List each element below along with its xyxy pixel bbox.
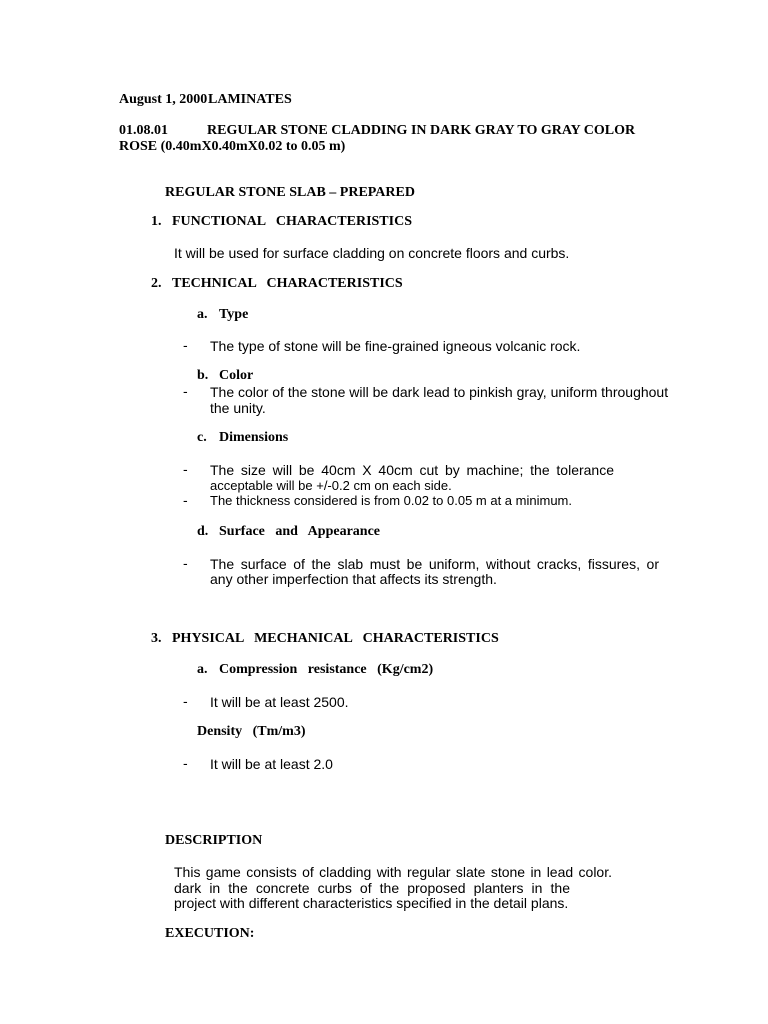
surface-letter: d.	[197, 524, 209, 539]
color-text-line1: The color of the stone will be dark lead to pinkish gray, uniform throughout	[210, 384, 669, 400]
type-heading: Type	[219, 307, 249, 322]
surface-text-line2: any other imperfection that affects its strength.	[210, 571, 497, 587]
color-text-line2: the unity.	[210, 400, 266, 416]
dimensions-text-1-line1: The size will be 40cm X 40cm cut by machine; the tolerance	[210, 462, 614, 478]
technical-number: 2.	[151, 276, 162, 291]
execution-heading: EXECUTION:	[165, 926, 255, 941]
type-text: The type of stone will be fine-grained igneous volcanic rock.	[210, 338, 581, 354]
compression-text: It will be at least 2500.	[210, 694, 349, 710]
dimensions-bullet-2: -	[183, 492, 188, 508]
section-title: LAMINATES	[208, 92, 292, 107]
compression-heading: Compression resistance (Kg/cm2)	[219, 662, 434, 677]
color-letter: b.	[197, 368, 209, 383]
physical-heading: PHYSICAL MECHANICAL CHARACTERISTICS	[172, 631, 499, 646]
technical-heading: TECHNICAL CHARACTERISTICS	[172, 276, 403, 291]
item-title-line2: ROSE (0.40mX0.40mX0.02 to 0.05 m)	[119, 139, 346, 154]
item-title-line1: REGULAR STONE CLADDING IN DARK GRAY TO GRAY COLOR	[207, 123, 636, 138]
compression-bullet: -	[183, 693, 188, 709]
density-heading: Density (Tm/m3)	[197, 724, 306, 739]
description-line2: dark in the concrete curbs of the proposed planters in the	[174, 880, 570, 896]
functional-heading: FUNCTIONAL CHARACTERISTICS	[172, 214, 412, 229]
item-code: 01.08.01	[119, 123, 168, 138]
subtitle: REGULAR STONE SLAB – PREPARED	[165, 185, 415, 200]
dimensions-bullet-1: -	[183, 461, 188, 477]
dimensions-letter: c.	[197, 430, 207, 445]
dimensions-heading: Dimensions	[219, 430, 289, 445]
dimensions-text-2: The thickness considered is from 0.02 to 0.05 m at a minimum.	[210, 493, 572, 508]
type-bullet: -	[183, 337, 188, 353]
compression-letter: a.	[197, 662, 208, 677]
dimensions-text-1-line2: acceptable will be +/-0.2 cm on each side.	[210, 478, 452, 493]
color-bullet: -	[183, 383, 188, 399]
description-line3: project with different characteristics specified in the detail plans.	[174, 895, 569, 911]
density-text: It will be at least 2.0	[210, 756, 333, 772]
type-letter: a.	[197, 307, 208, 322]
surface-heading: Surface and Appearance	[219, 524, 380, 539]
physical-number: 3.	[151, 631, 162, 646]
color-heading: Color	[219, 368, 254, 383]
surface-text-line1: The surface of the slab must be uniform, without cracks, fissures, or	[210, 556, 659, 572]
functional-text: It will be used for surface cladding on concrete floors and curbs.	[174, 245, 570, 261]
description-heading: DESCRIPTION	[165, 833, 263, 848]
surface-bullet: -	[183, 555, 188, 571]
functional-number: 1.	[151, 214, 162, 229]
description-line1: This game consists of cladding with regular slate stone in lead color.	[174, 864, 612, 880]
document-date: August 1, 2000	[119, 92, 208, 107]
density-bullet: -	[183, 755, 188, 771]
